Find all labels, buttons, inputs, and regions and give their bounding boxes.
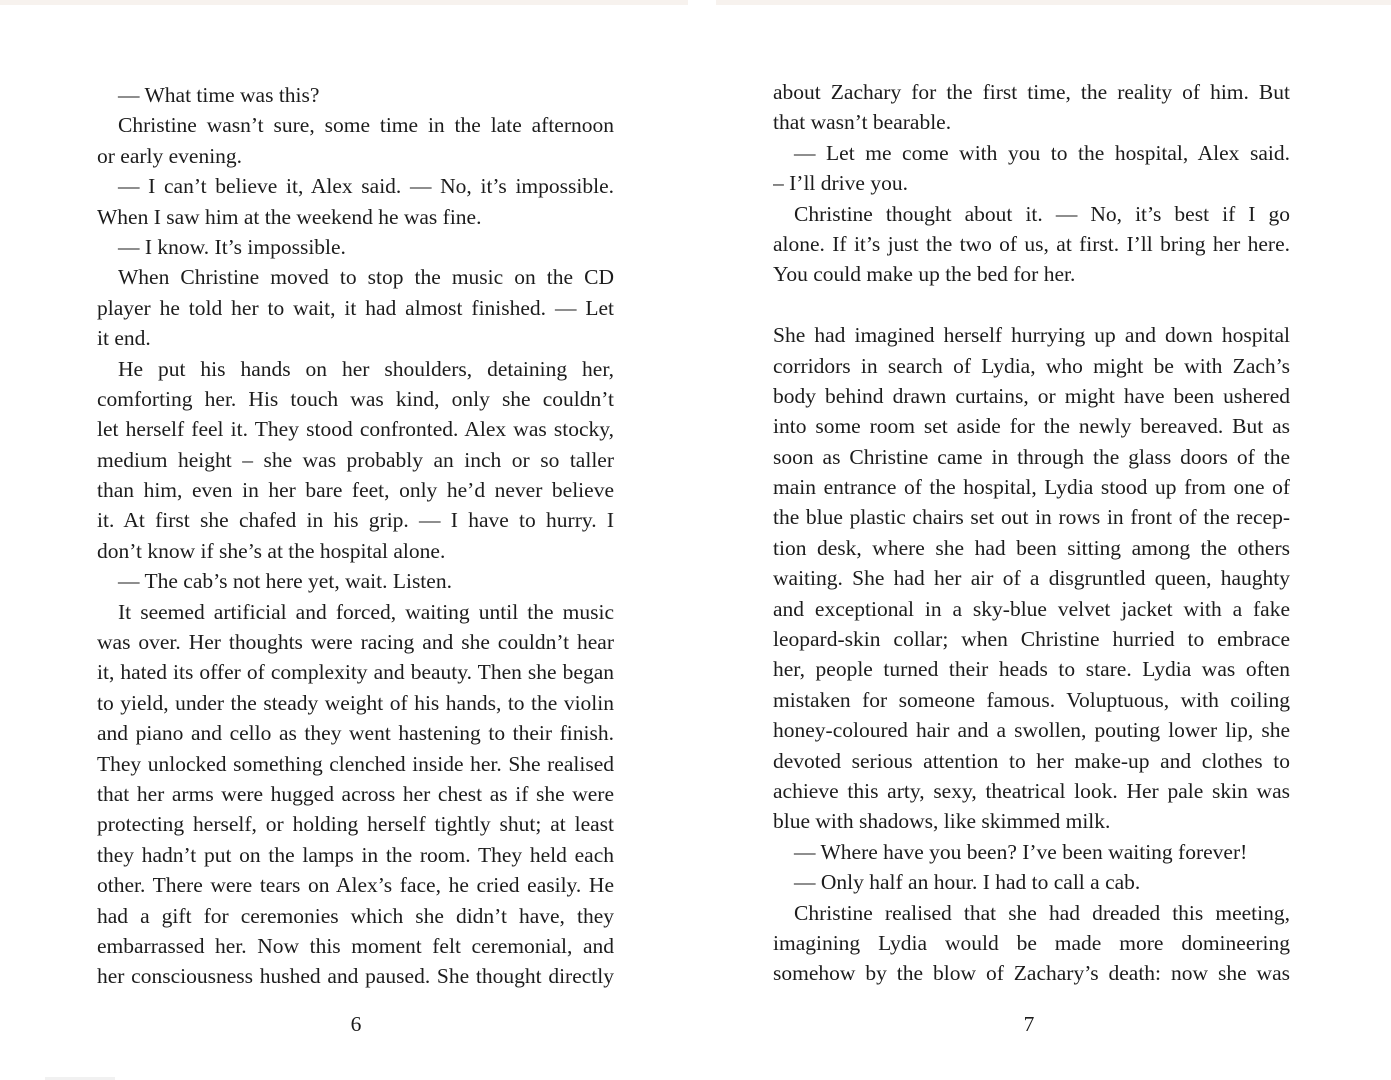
text-line: medium height – she was probably an inch or so taller bbox=[97, 447, 614, 472]
page-number: 7 bbox=[1023, 1012, 1035, 1036]
text-line: blue with shadows, like skimmed milk. bbox=[773, 809, 1111, 834]
text-line: Christine realised that she had dreaded this meeting, bbox=[794, 900, 1290, 925]
text-line: Christine thought about it. — No, it’s best if I go bbox=[794, 201, 1290, 226]
text-line: don’t know if she’s at the hospital alone. bbox=[97, 538, 446, 563]
text-line: — Let me come with you to the hospital, Alex said. bbox=[794, 140, 1290, 165]
text-line: other. There were tears on Alex’s face, he cried easily. He bbox=[97, 873, 614, 898]
text-line: comforting her. His touch was kind, only she couldn’t bbox=[97, 386, 614, 411]
text-line: about Zachary for the first time, the reality of him. But bbox=[773, 80, 1290, 104]
text-line: waiting. She had her air of a disgruntled queen, haughty bbox=[773, 566, 1290, 591]
text-line: — What time was this? bbox=[118, 83, 320, 107]
text-line: her, people turned their heads to stare. Lydia was often bbox=[773, 657, 1290, 682]
text-line: When I saw him at the weekend he was fine. bbox=[97, 204, 482, 229]
page-number: 6 bbox=[350, 1012, 362, 1036]
text-line: body behind drawn curtains, or might have been ushered bbox=[773, 383, 1290, 408]
text-line: protecting herself, or holding herself tightly shut; at least bbox=[97, 812, 614, 837]
text-line: let herself feel it. They stood confronted. Alex was stocky, bbox=[97, 417, 614, 442]
text-line: that wasn’t bearable. bbox=[773, 110, 952, 135]
text-line: tion desk, where she had been sitting among the others bbox=[773, 535, 1290, 560]
text-line: the blue plastic chairs set out in rows in front of the recep- bbox=[773, 505, 1290, 530]
text-line: and exceptional in a sky-blue velvet jacket with a fake bbox=[773, 596, 1290, 621]
text-line: — I know. It’s impossible. bbox=[118, 234, 346, 259]
section-before-break bbox=[773, 77, 1290, 290]
text-line: leopard-skin collar; when Christine hurried to embrace bbox=[773, 627, 1290, 652]
text-line: than him, even in her bare feet, only he’d never believe bbox=[97, 478, 614, 503]
text-line: — Only half an hour. I had to call a cab. bbox=[794, 870, 1141, 895]
text-line: — Where have you been? I’ve been waiting forever! bbox=[794, 839, 1248, 864]
section-break bbox=[773, 290, 1290, 320]
text-line: – I’ll drive you. bbox=[773, 171, 908, 196]
left-page-text bbox=[97, 80, 614, 992]
text-line: imagining Lydia would be made more domineering bbox=[773, 930, 1290, 955]
text-line: had a gift for ceremonies which she didn’t have, they bbox=[97, 903, 614, 928]
text-line: achieve this arty, sexy, theatrical look. Her pale skin was bbox=[773, 778, 1290, 803]
section-after-break bbox=[773, 320, 1290, 989]
text-line: it, hated its offer of complexity and beauty. Then she began bbox=[97, 660, 614, 685]
text-line: that her arms were hugged across her chest as if she were bbox=[97, 781, 614, 806]
text-line: honey-coloured hair and a swollen, pouting lower lip, she bbox=[773, 718, 1290, 743]
text-line: When Christine moved to stop the music on the CD bbox=[118, 265, 614, 290]
text-line: soon as Christine came in through the glass doors of the bbox=[773, 444, 1290, 469]
text-line: somehow by the blow of Zachary’s death: now she was bbox=[773, 961, 1290, 986]
text-line: — The cab’s not here yet, wait. Listen. bbox=[118, 569, 452, 594]
text-line: main entrance of the hospital, Lydia stood up from one of bbox=[773, 475, 1290, 500]
text-line: embarrassed her. Now this moment felt ceremonial, and bbox=[97, 933, 614, 958]
text-line: She had imagined herself hurrying up and down hospital bbox=[773, 323, 1290, 348]
right-page-text bbox=[773, 77, 1290, 989]
text-line: they hadn’t put on the lamps in the room. They held each bbox=[97, 842, 614, 867]
text-line: and piano and cello as they went hastening to their finish. bbox=[97, 721, 614, 746]
text-line: corridors in search of Lydia, who might be with Zach’s bbox=[773, 353, 1290, 378]
text-line: — I can’t believe it, Alex said. — No, it’s impossible. bbox=[118, 174, 614, 199]
text-line: Christine wasn’t sure, some time in the late afternoon bbox=[118, 113, 614, 138]
text-line: into some room set aside for the newly bereaved. But as bbox=[773, 414, 1290, 439]
text-line: player he told her to wait, it had almost finished. — Let bbox=[97, 295, 614, 320]
text-line: it end. bbox=[97, 326, 151, 351]
text-line: devoted serious attention to her make-up and clothes to bbox=[773, 748, 1290, 773]
text-line: it. At first she chafed in his grip. — I have to hurry. I bbox=[97, 508, 614, 533]
text-line: He put his hands on her shoulders, detaining her, bbox=[118, 356, 614, 381]
text-line: to yield, under the steady weight of his hands, to the violin bbox=[97, 690, 614, 715]
text-line: They unlocked something clenched inside her. She realised bbox=[97, 751, 614, 776]
right-page bbox=[700, 0, 1391, 1080]
text-line: was over. Her thoughts were racing and she couldn’t hear bbox=[97, 630, 614, 655]
text-line: It seemed artificial and forced, waiting until the music bbox=[118, 599, 614, 624]
text-line: alone. If it’s just the two of us, at first. I’ll bring her here. bbox=[773, 231, 1290, 256]
text-line: You could make up the bed for her. bbox=[773, 262, 1076, 287]
text-line: her consciousness hushed and paused. She thought directly bbox=[97, 964, 614, 989]
text-line: or early evening. bbox=[97, 143, 243, 168]
text-line: mistaken for someone famous. Voluptuous, with coiling bbox=[773, 687, 1290, 712]
